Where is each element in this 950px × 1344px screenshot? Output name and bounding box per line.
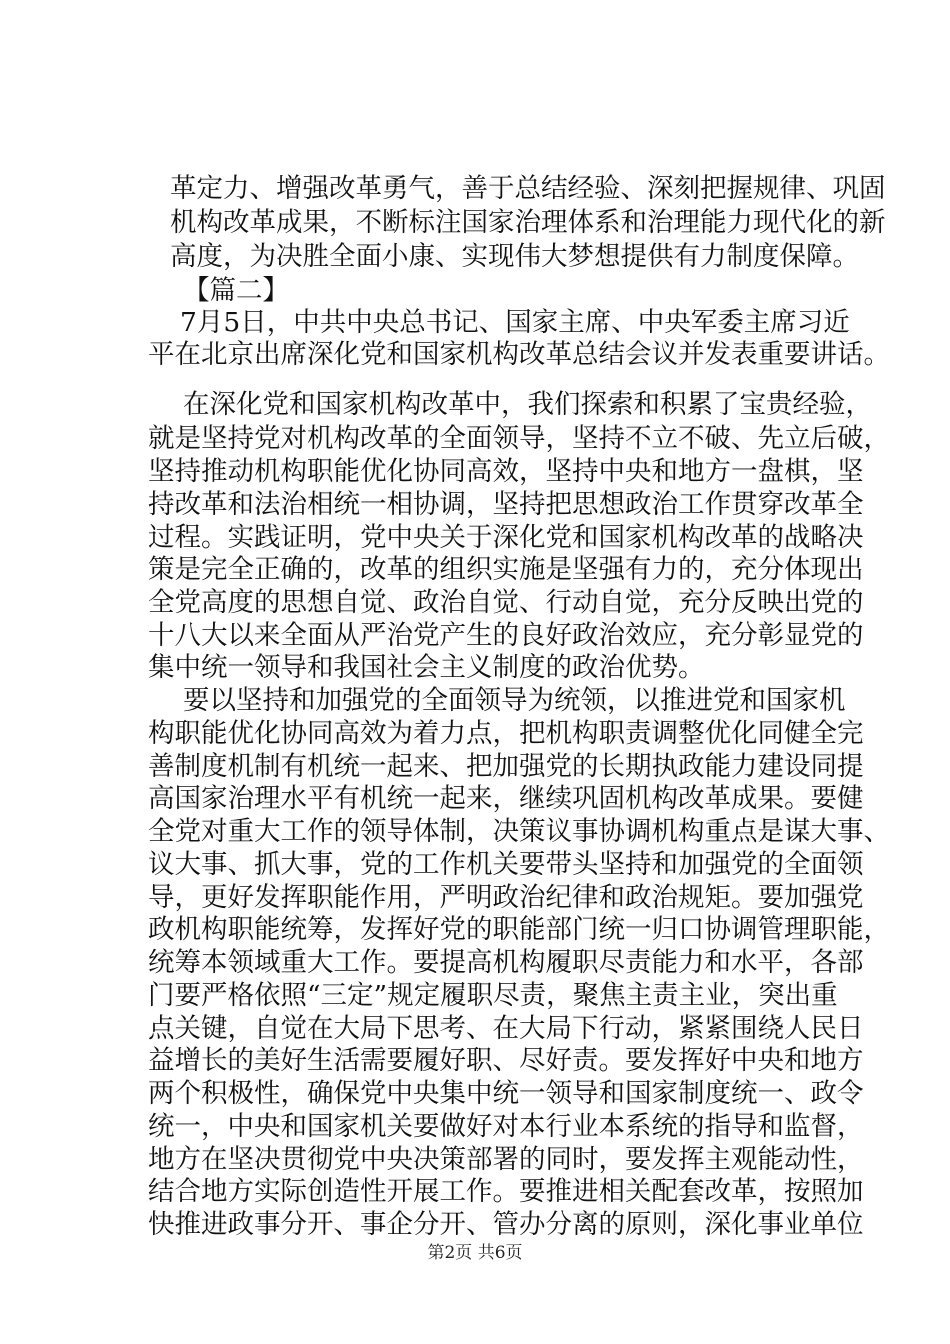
text-line: 7月5日，中共中央总书记、国家主席、中央军委主席习近 [180, 307, 850, 338]
text-line: 革定力、增强改革勇气，善于总结经验、深刻把握规律、巩固 [170, 173, 886, 204]
text-line: 策是完全正确的，改革的组织实施是坚强有力的，充分体现出 [148, 554, 864, 585]
section-heading: 【篇二】 [183, 275, 289, 306]
text-line: 议大事、抓大事，党的工作机关要带头坚持和加强党的全面领 [148, 849, 864, 880]
text-line: 结合地方实际创造性开展工作。要推进相关配套改革，按照加 [148, 1176, 864, 1207]
text-line: 机构改革成果，不断标注国家治理体系和治理能力现代化的新 [170, 207, 886, 238]
text-line: 政机构职能统筹，发挥好党的职能部门统一归口协调管理职能， [148, 914, 890, 945]
text-line: 高国家治理水平有机统一起来，继续巩固机构改革成果。要健 [148, 783, 864, 814]
text-line: 全党高度的思想自觉、政治自觉、行动自觉，充分反映出党的 [148, 587, 864, 618]
text-line: 快推进政事分开、事企分开、管办分离的原则，深化事业单位 [148, 1209, 864, 1240]
text-line: 点关键，自觉在大局下思考、在大局下行动，紧紧围绕人民日 [148, 1013, 864, 1044]
text-line: 导，更好发挥职能作用，严明政治纪律和政治规矩。要加强党 [148, 882, 864, 913]
text-line: 要以坚持和加强党的全面领导为统领，以推进党和国家机 [183, 685, 846, 716]
text-line: 善制度机制有机统一起来、把加强党的长期执政能力建设同提 [148, 751, 864, 782]
text-line: 两个积极性，确保党中央集中统一领导和国家制度统一、政令 [148, 1078, 864, 1109]
text-line: 平在北京出席深化党和国家机构改革总结会议并发表重要讲话。 [148, 339, 890, 370]
text-line: 持改革和法治相统一相协调，坚持把思想政治工作贯穿改革全 [148, 489, 864, 520]
text-line: 十八大以来全面从严治党产生的良好政治效应，充分彰显党的 [148, 620, 864, 651]
text-line: 高度，为决胜全面小康、实现伟大梦想提供有力制度保障。 [170, 241, 859, 272]
text-line: 集中统一领导和我国社会主义制度的政治优势。 [148, 652, 705, 683]
text-line: 益增长的美好生活需要履好职、尽好责。要发挥好中央和地方 [148, 1045, 864, 1076]
text-line: 门要严格依照“三定”规定履职尽责，聚焦主责主业，突出重 [148, 980, 838, 1011]
text-line: 坚持推动机构职能优化协同高效，坚持中央和地方一盘棋，坚 [148, 456, 864, 487]
text-line: 统一，中央和国家机关要做好对本行业本系统的指导和监督， [148, 1111, 864, 1142]
text-line: 构职能优化协同高效为着力点，把机构职责调整优化同健全完 [148, 718, 864, 749]
page-number-footer: 第2页 共6页 [427, 1243, 523, 1263]
text-line: 过程。实践证明，党中央关于深化党和国家机构改革的战略决 [148, 522, 864, 553]
text-line: 就是坚持党对机构改革的全面领导，坚持不立不破、先立后破， [148, 423, 890, 454]
text-line: 全党对重大工作的领导体制，决策议事协调机构重点是谋大事、 [148, 816, 890, 847]
text-line: 地方在坚决贯彻党中央决策部署的同时，要发挥主观能动性， [148, 1144, 864, 1175]
text-line: 在深化党和国家机构改革中，我们探索和积累了宝贵经验， [183, 389, 872, 420]
text-line: 统筹本领域重大工作。要提高机构履职尽责能力和水平，各部 [148, 947, 864, 978]
